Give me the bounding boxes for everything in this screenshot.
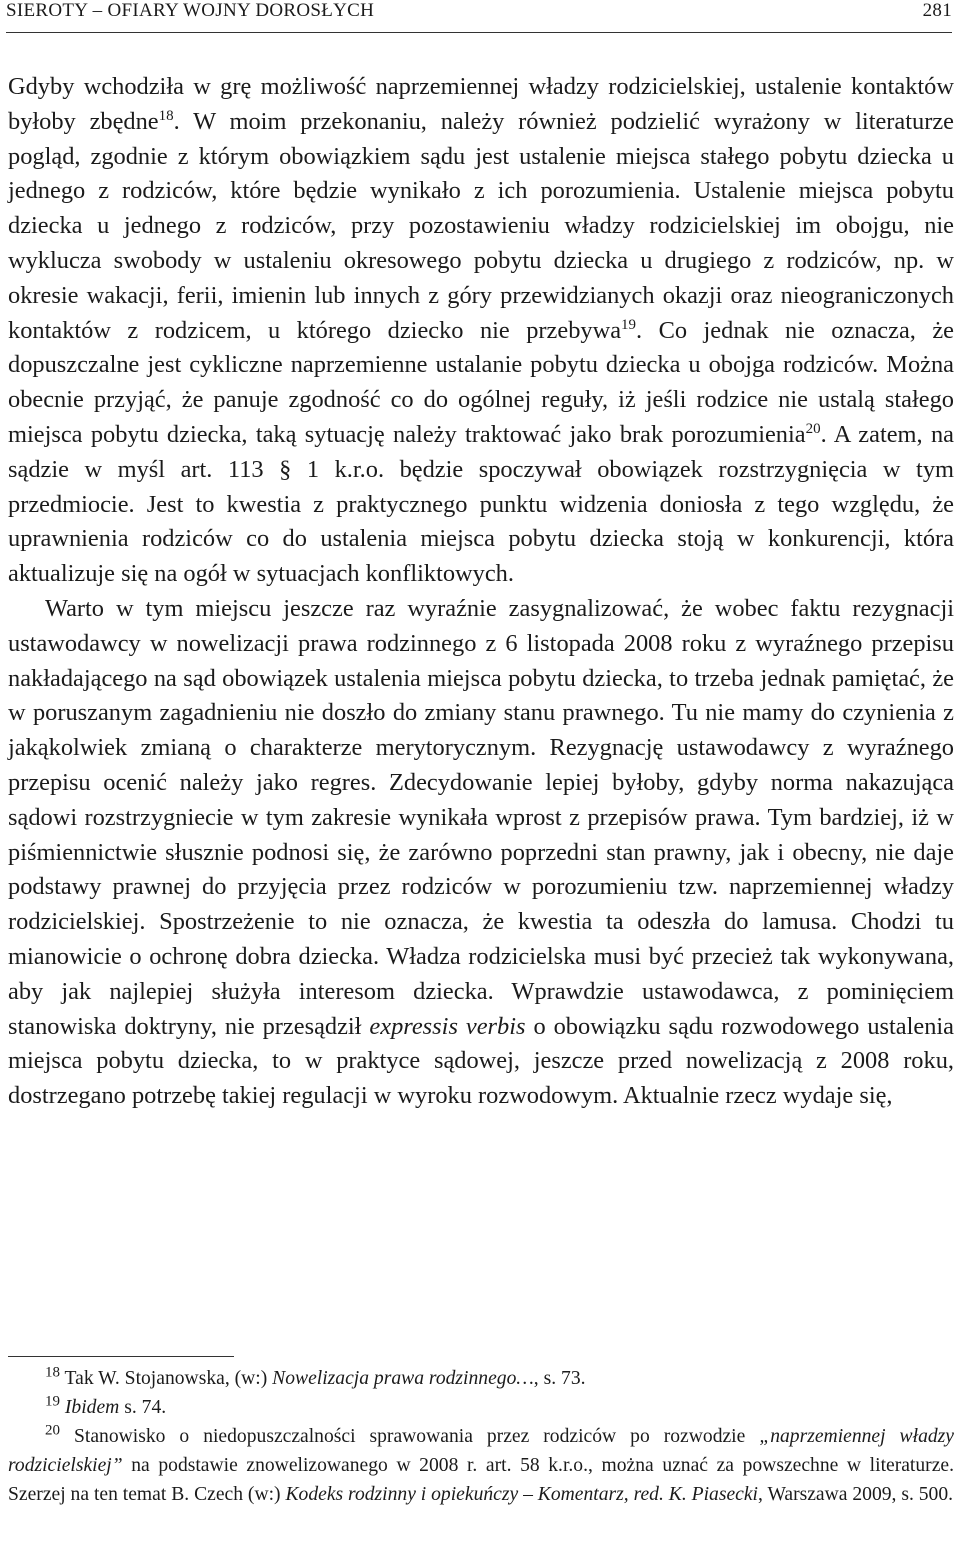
footnote-20-italic-b: Kodeks rodzinny i opiekuńczy – Komentarz, red. K. Piasecki <box>285 1484 758 1505</box>
paragraph-2-text-b: o obowiązku sądu rozwodowego ustalenia miejsca pobytu dziecka, to w praktyce sądowej, jeszcze przed nowelizacją z 2008 roku, dostrzegano potrzebę takiej regulacji w wyroku rozwodowym. Aktualnie rzecz wydaje się, <box>8 1012 955 1110</box>
running-header <box>6 0 952 26</box>
footnote-19 <box>8 1393 954 1422</box>
footnote-18 <box>8 1364 954 1393</box>
paragraph-1-text-a: Gdyby wchodziła w grę możliwość naprzemiennej władzy rodzicielskiej, ustalenie kontaktów byłoby zbędne <box>8 73 954 135</box>
footnote-19-italic: Ibidem <box>64 1397 120 1418</box>
footnote-18-italic: Nowelizacja prawa rodzinnego… <box>272 1368 534 1389</box>
paragraph-2 <box>8 592 954 1114</box>
footnote-19-text: s. 74. <box>119 1397 167 1418</box>
footnote-18-number: 18 <box>45 1364 60 1381</box>
footnote-ref-19[interactable]: 19 <box>621 316 637 333</box>
footnote-18-text-b: , s. 73. <box>533 1368 586 1389</box>
footnote-20-text-a: Stanowisko o niedopuszczalności sprawowania przez rodziców po rozwodzie <box>60 1426 760 1447</box>
footnotes <box>8 1364 954 1509</box>
paragraph-1 <box>8 70 954 592</box>
paragraph-1-text-c: . Co jednak nie oznacza, że dopuszczalne jest cykliczne naprzemienne ustalanie pobytu dziecka u obojga rodziców. Można obecnie przyjąć, że panuje zgodność co do ogólnej reguły, iż jeśli rodzice nie ustalą stałego miejsca pobytu dziecka, taką sytuację należy traktować jako brak porozumienia <box>8 316 954 448</box>
footnote-20-number: 20 <box>45 1422 60 1439</box>
paragraph-1-text-d: . A zatem, na sądzie w myśl art. 113 § 1 k.r.o. będzie spoczywał obowiązek rozstrzygnięcia w tym przedmiocie. Jest to kwestia z praktycznego punktu widzenia doniosła z tego względu, że uprawnienia rodziców co do ustalenia miejsca pobytu dziecka stoją w konkurencji, która aktualizuje się na ogół w sytuacjach konfliktowych. <box>8 420 954 588</box>
paragraph-1-text-b: . W moim przekonaniu, należy również podzielić wyrażony w literaturze pogląd, zgodnie z którym obowiązkiem sądu jest ustalenie miejsca stałego pobytu dziecka u jednego z rodziców, które będzie wynikało z ich porozumienia. Ustalenie miejsca pobytu dziecka u jednego z rodziców, przy pozostawieniu władzy rodzicielskiej im obojgu, nie wyklucza swobody w ustaleniu okresowego pobytu dziecka u drugiego z rodziców, np. w okresie wakacji, ferii, imienin lub innych z góry przewidzianych okazji oraz nieograniczonych kontaktów z rodzicem, u którego dziecko nie przebywa <box>8 107 954 344</box>
main-text <box>8 70 954 1114</box>
footnote-19-number: 19 <box>45 1393 60 1410</box>
footnote-20-text-c: , Warszawa 2009, s. 500. <box>758 1484 954 1505</box>
paragraph-2-text-a: Warto w tym miejscu jeszcze raz wyraźnie zasygnalizować, że wobec faktu rezygnacji ustawodawcy w nowelizacji prawa rodzinnego z 6 listopada 2008 roku z wyraźnego przepisu nakładającego na sąd obowiązek ustalenia miejsca pobytu dziecka, to trzeba jednak pamiętać, że w poruszanym zagadnieniu nie doszło do zmiany stanu prawnego. Tu nie mamy do czynienia z jakąkolwiek zmianą o charakterze merytorycznym. Rezygnację ustawodawcy z wyraźnego przepisu ocenić należy jako regres. Zdecydowanie lepiej byłoby, gdyby norma nakazująca sądowi rozstrzygniecie w tym zakresie wynikała wprost z przepisów prawa. Tym bardziej, iż w piśmiennictwie słusznie podnosi się, że zarówno poprzedni stan prawny, jak i obecny, nie daje podstawy prawnej do przyjęcia przez rodziców w porozumieniu tzw. naprzemiennej władzy rodzicielskiej. Spostrzeżenie to nie oznacza, że kwestia ta odeszła do lamusa. Chodzi tu mianowicie o ochronę dobra dziecka. Władza rodzicielska musi być przecież tak wykonywana, aby jak najlepiej służyła interesom dziecka. Wprawdzie ustawodawca, z pominięciem stanowiska doktryny, nie przesądził <box>8 594 954 1040</box>
page-number: 281 <box>922 0 952 21</box>
running-header-title: SIEROTY – OFIARY WOJNY DOROSŁYCH <box>6 0 375 21</box>
footnote-ref-18[interactable]: 18 <box>158 107 174 124</box>
footnote-18-text-a: Tak W. Stojanowska, (w:) <box>60 1368 273 1389</box>
footnote-20 <box>8 1422 954 1509</box>
footnote-20-italic-a: „naprzemiennej władzy rodzicielskiej” <box>8 1426 954 1476</box>
footnote-20-text-b: na podstawie znowelizowanego w 2008 r. art. 58 k.r.o., można uznać za powszechne w literaturze. Szerzej na ten temat B. Czech (w:) <box>8 1455 954 1505</box>
footnote-ref-20[interactable]: 20 <box>805 420 821 437</box>
header-rule <box>6 32 952 33</box>
paragraph-2-italic: expressis verbis <box>369 1012 526 1040</box>
footnote-rule <box>8 1356 234 1357</box>
